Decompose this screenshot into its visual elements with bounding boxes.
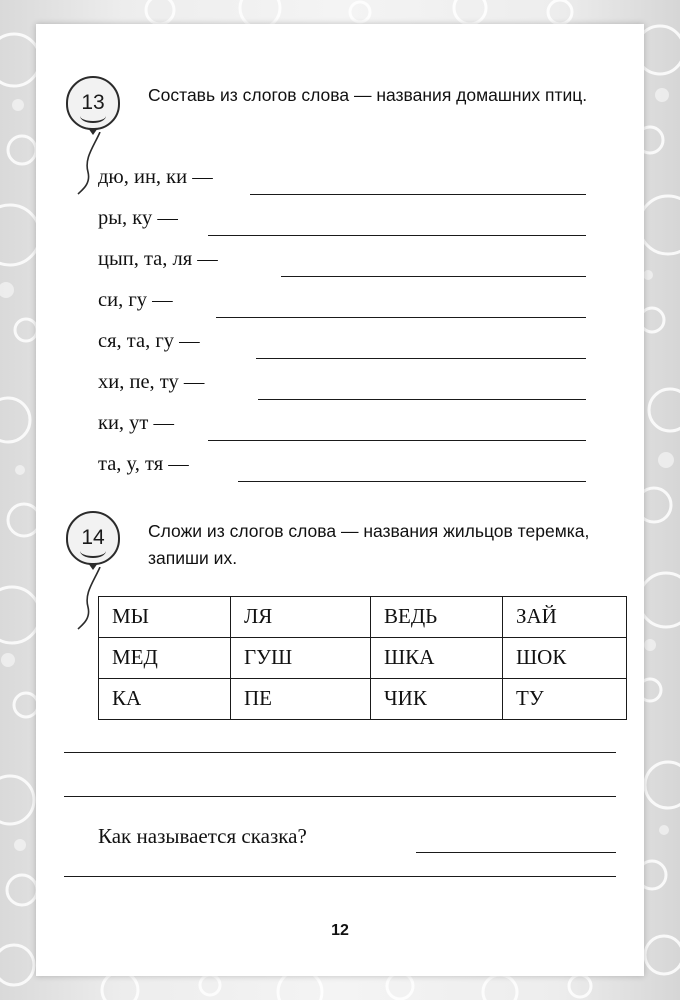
exercise-row — [98, 248, 586, 282]
table-cell: ШОК — [503, 638, 627, 679]
worksheet-page — [36, 24, 644, 976]
table-cell: МЕД — [99, 638, 231, 679]
answer-blank[interactable] — [238, 481, 586, 482]
answer-blank[interactable] — [216, 317, 586, 318]
answer-blank[interactable] — [281, 276, 586, 277]
exercise-row — [98, 371, 586, 405]
page-content — [36, 24, 644, 976]
answer-blank[interactable] — [64, 752, 616, 753]
task-badge-14 — [66, 511, 124, 573]
balloon-smile-icon — [80, 109, 106, 123]
syllable-group: дю, ин, ки — — [98, 166, 213, 188]
syllable-group: та, у, тя — — [98, 453, 189, 475]
syllable-group: ки, ут — — [98, 412, 175, 434]
answer-blank[interactable] — [416, 852, 616, 853]
table-cell: ЛЯ — [231, 597, 371, 638]
page-number: 12 — [331, 922, 349, 939]
table-row — [99, 597, 627, 638]
table-cell: МЫ — [99, 597, 231, 638]
syllable-group: ся, та, гу — — [98, 330, 200, 352]
table-cell: ТУ — [503, 679, 627, 720]
table-cell: ШКА — [371, 638, 503, 679]
exercise-row — [98, 207, 586, 241]
task-badge-13 — [66, 76, 124, 138]
exercise-row — [98, 289, 586, 323]
answer-blank[interactable] — [208, 235, 586, 236]
exercise-row — [98, 412, 586, 446]
table-cell: ВЕДЬ — [371, 597, 503, 638]
task-13-instruction: Составь из слогов слова — названия домашних птиц. — [148, 85, 588, 105]
answer-blank[interactable] — [64, 876, 616, 877]
syllable-table — [98, 596, 627, 720]
task-number-13: 13 — [66, 76, 120, 130]
table-cell: КА — [99, 679, 231, 720]
table-row — [99, 679, 627, 720]
syllable-group: хи, пе, ту — — [98, 371, 205, 393]
answer-blank[interactable] — [208, 440, 586, 441]
table-cell: ЗАЙ — [503, 597, 627, 638]
exercise-row — [98, 166, 586, 200]
table-cell: ЧИК — [371, 679, 503, 720]
answer-blank[interactable] — [256, 358, 586, 359]
exercise-row — [98, 453, 586, 487]
table-row — [99, 638, 627, 679]
table-cell: ПЕ — [231, 679, 371, 720]
answer-blank[interactable] — [258, 399, 586, 400]
answer-blank[interactable] — [64, 796, 616, 797]
story-question: Как называется сказка? — [98, 824, 307, 848]
table-cell: ГУШ — [231, 638, 371, 679]
exercise-row — [98, 330, 586, 364]
balloon-smile-icon — [80, 544, 106, 558]
syllable-group: цып, та, ля — — [98, 248, 218, 270]
task-number-14: 14 — [66, 511, 120, 565]
task-14-instruction: Сложи из слогов слова — названия жильцов теремка, запиши их. — [148, 521, 590, 568]
syllable-group: си, гу — — [98, 289, 173, 311]
answer-blank[interactable] — [250, 194, 586, 195]
syllable-group: ры, ку — — [98, 207, 178, 229]
